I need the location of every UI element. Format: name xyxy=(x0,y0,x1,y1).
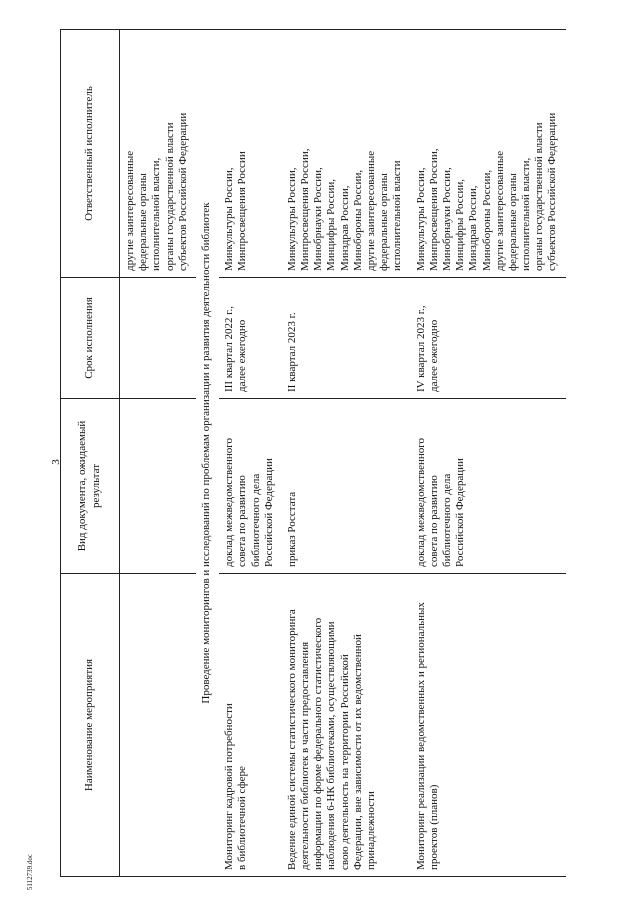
text-line: федеральные органы xyxy=(506,173,519,271)
text-line: Минкультуры России, xyxy=(285,167,298,271)
text-line: Минпросвещения России, xyxy=(427,148,440,271)
table-header-row xyxy=(61,30,120,877)
text-line: органы государственной власти xyxy=(533,122,546,271)
text-line: Минпросвещения России, xyxy=(299,148,312,271)
event-name xyxy=(219,574,282,877)
text-line: в библиотечной сфере xyxy=(236,766,249,870)
document-id: 5112739.doc xyxy=(26,853,34,891)
text-line: другие заинтересованные xyxy=(124,150,136,271)
text-line: далее ежегодно xyxy=(236,319,249,392)
text-line: федеральные органы xyxy=(378,173,391,271)
event-executors xyxy=(282,30,411,278)
text-line: Минобрнауки России, xyxy=(440,167,453,271)
text-line: Срок исполнения xyxy=(83,297,96,379)
section-row xyxy=(196,30,219,877)
text-line: Минцифры России, xyxy=(325,178,338,271)
continuation-document xyxy=(120,399,196,574)
event-deadline xyxy=(219,278,282,399)
header-deadline xyxy=(61,278,120,399)
text-line: информации по форме федерального статистического xyxy=(312,617,325,870)
text-line: Мониторинг реализации ведомственных и региональных xyxy=(414,602,427,870)
text-line: Минкультуры России, xyxy=(223,167,236,271)
text-line: свою деятельность на территории Российской xyxy=(338,654,351,870)
text-line: совета по развитию xyxy=(236,475,249,567)
text-line: приказ Росстата xyxy=(285,491,298,567)
continuation-executors xyxy=(120,30,196,278)
section-heading: Проведение мониторингов и исследований по проблемам организации и развития деятельности библиотек xyxy=(196,30,219,877)
text-line: субъектов Российской Федерации xyxy=(176,112,189,271)
text-line: Минобрнауки России, xyxy=(312,167,325,271)
text-line: другие заинтересованные xyxy=(493,150,506,271)
text-line: проектов (планов) xyxy=(427,784,440,870)
text-line: другие заинтересованные xyxy=(365,150,377,271)
text-line: Ведение единой системы статистического мониторинга xyxy=(285,609,298,870)
text-line: совета по развитию xyxy=(427,475,440,567)
text-line: принадлежности xyxy=(365,791,377,870)
text-line: исполнительной власти, xyxy=(520,157,533,271)
header-document-type xyxy=(61,399,120,574)
continuation-name xyxy=(120,574,196,877)
events-table xyxy=(60,29,566,877)
event-document xyxy=(411,399,566,574)
text-line: Мониторинг кадровой потребности xyxy=(223,703,236,870)
text-line: Минздрав России, xyxy=(338,185,351,271)
text-line: Вид документа, ожидаемый xyxy=(76,420,89,552)
event-executors xyxy=(411,30,566,278)
text-line: Федерации, вне зависимости от их ведомственной xyxy=(351,634,364,870)
text-line: III квартал 2022 г., xyxy=(223,305,236,392)
text-line: наблюдения 6-НК библиотеками, осуществляющими xyxy=(325,621,338,870)
header-executor xyxy=(61,30,120,278)
header-event-name xyxy=(61,574,120,877)
text-line: Минцифры России, xyxy=(454,178,467,271)
text-line: Российской Федерации xyxy=(262,458,275,567)
text-line: Наименование мероприятия xyxy=(83,658,96,792)
event-executors xyxy=(219,30,282,278)
text-line: Минобороны России, xyxy=(351,169,364,271)
text-line: II квартал 2023 г. xyxy=(285,312,298,392)
rotated-page xyxy=(60,30,575,877)
event-deadline xyxy=(411,278,566,399)
text-line: Минобороны России, xyxy=(480,169,493,271)
text-line: доклад межведомственного xyxy=(414,437,427,567)
text-line: исполнительной власти xyxy=(391,160,404,271)
text-line: исполнительной власти, xyxy=(150,157,163,271)
text-line: Ответственный исполнитель xyxy=(83,86,96,221)
text-line: деятельности библиотек в части предоставления xyxy=(299,641,312,870)
text-line: органы государственной власти xyxy=(163,122,176,271)
text-line: IV квартал 2023 г., xyxy=(414,305,427,392)
table-row xyxy=(219,30,282,877)
event-document xyxy=(282,399,411,574)
text-line: субъектов Российской Федерации xyxy=(546,112,559,271)
text-line: далее ежегодно xyxy=(427,319,440,392)
text-line: Минпросвещения России xyxy=(236,151,249,271)
continuation-row xyxy=(120,30,196,877)
page-number: 3 xyxy=(50,459,62,465)
event-name xyxy=(411,574,566,877)
event-deadline xyxy=(282,278,411,399)
text-line: результат xyxy=(90,463,102,509)
text-line: федеральные органы xyxy=(137,173,150,271)
table-row xyxy=(282,30,411,877)
table-row xyxy=(411,30,566,877)
text-line: доклад межведомственного xyxy=(223,437,236,567)
event-name xyxy=(282,574,411,877)
text-line: библиотечного дела xyxy=(440,473,453,567)
continuation-deadline xyxy=(120,278,196,399)
event-document xyxy=(219,399,282,574)
text-line: Российской Федерации xyxy=(454,458,467,567)
text-line: библиотечного дела xyxy=(249,473,262,567)
text-line: Минздрав России, xyxy=(467,185,480,271)
text-line: Минкультуры России, xyxy=(414,167,427,271)
